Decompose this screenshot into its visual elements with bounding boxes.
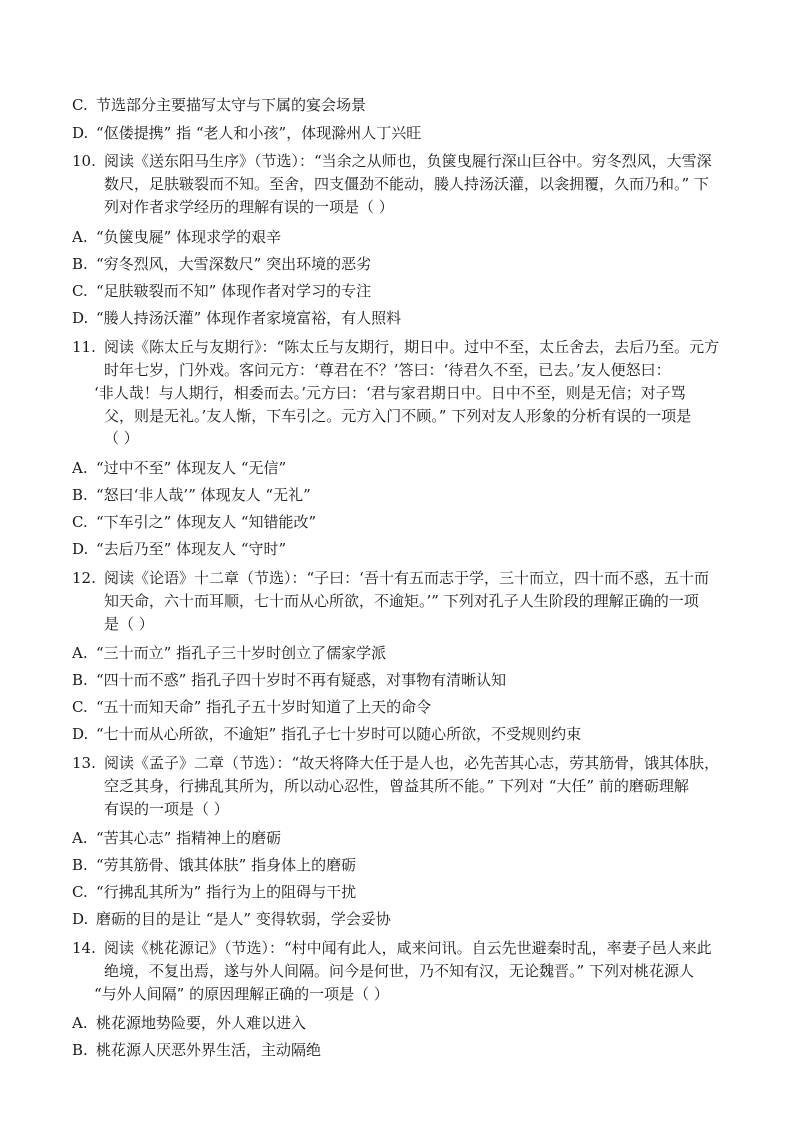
question-stem-line: 阅读《陈太丘与友期行》：“陈太丘与友期行，期日中。过中不至，太丘舍去，去后乃至。元方 bbox=[104, 338, 720, 356]
question-stem-line: 阅读《桃花源记》（节选）：“村中闻有此人，咸来问讯。自云先世避秦时乱，率妻子邑人来此 bbox=[104, 939, 712, 957]
option-label: C. bbox=[72, 883, 88, 901]
option-label: D. bbox=[72, 725, 89, 743]
question-stem-line: 阅读《送东阳马生序》（节选）：“当余之从师也，负箧曳屣行深山巨谷中。穷冬烈风，大雪深 bbox=[104, 152, 712, 170]
option-label: A. bbox=[72, 829, 88, 847]
option-label: D. bbox=[72, 309, 89, 327]
question-stem-line: 绝境，不复出焉，遂与外人间隔。问今是何世，乃不知有汉，无论魏晋。” 下列对桃花源人 bbox=[104, 962, 694, 980]
option-text: “怒曰‘非人哉’” 体现友人 “无礼” bbox=[96, 486, 311, 504]
option-label: B. bbox=[72, 486, 88, 504]
option-text: “三十而立” 指孔子三十岁时创立了儒家学派 bbox=[96, 644, 387, 662]
question-stem-line: 有误的一项是（ ） bbox=[104, 800, 229, 818]
option-text: “负箧曳屣” 体现求学的艰辛 bbox=[96, 228, 282, 246]
option-label: A. bbox=[72, 459, 88, 477]
question-stem-line: ‘非人哉！与人期行，相委而去。’元方曰：‘君与家君期日中。日中不至，则是无信；对子骂 bbox=[94, 384, 686, 402]
option-label: C. bbox=[72, 96, 88, 114]
option-text: “伛偻提携” 指 “老人和小孩”，体现滁州人丁兴旺 bbox=[96, 124, 422, 142]
option-label: D. bbox=[72, 910, 89, 928]
question-stem-line: 知天命，六十而耳顺，七十而从心所欲，不逾矩。’” 下列对孔子人生阶段的理解正确的一项 bbox=[104, 592, 699, 610]
question-stem-line: 阅读《论语》十二章（节选）：“子曰：‘吾十有五而志于学，三十而立，四十而不惑，五十而 bbox=[104, 569, 709, 587]
option-label: C. bbox=[72, 513, 88, 531]
option-text: “媵人持汤沃灌” 体现作者家境富裕，有人照料 bbox=[96, 309, 402, 327]
option-label: A. bbox=[72, 228, 88, 246]
option-text: “下车引之” 体现友人 “知错能改” bbox=[96, 513, 317, 531]
question-stem-line: 阅读《孟子》二章（节选）：“故天将降大任于是人也，必先苦其心志，劳其筋骨，饿其体肤， bbox=[104, 754, 720, 772]
option-text: “去后乃至” 体现友人 “守时” bbox=[96, 540, 287, 558]
question-number: 13. bbox=[72, 754, 96, 772]
option-text: “足肤皲裂而不知” 体现作者对学习的专注 bbox=[96, 282, 372, 300]
question-stem-line: 列对作者求学经历的理解有误的一项是（ ） bbox=[104, 198, 394, 216]
option-label: B. bbox=[72, 856, 88, 874]
option-text: 磨砺的目的是让 “是人” 变得软弱，学会妥协 bbox=[96, 910, 391, 928]
question-stem-line: “与外人间隔” 的原因理解正确的一项是（ ） bbox=[94, 985, 389, 1003]
question-stem-line: 父，则是无礼。’友人惭，下车引之。元方入门不顾。” 下列对友人形象的分析有误的一项是 bbox=[104, 407, 692, 425]
option-text: “四十而不惑” 指孔子四十岁时不再有疑惑，对事物有清晰认知 bbox=[96, 671, 507, 689]
option-text: “七十而从心所欲，不逾矩” 指孔子七十岁时可以随心所欲，不受规则约束 bbox=[96, 725, 582, 743]
option-text: 节选部分主要描写太守与下属的宴会场景 bbox=[96, 96, 367, 114]
question-stem-line: （ ） bbox=[104, 429, 139, 447]
option-text: “穷冬烈风，大雪深数尺” 突出环境的恶劣 bbox=[96, 255, 372, 273]
question-stem-line: 数尺，足肤皲裂而不知。至舍，四支僵劲不能动，媵人持汤沃灌，以衾拥覆，久而乃和。” 下 bbox=[104, 175, 709, 193]
question-stem-line: 空乏其身，行拂乱其所为，所以动心忍性，曾益其所不能。” 下列对 “大任” 前的磨砺理解 bbox=[104, 777, 689, 795]
question-stem-line: 时年七岁，门外戏。客问元方：‘尊君在不？’答曰：‘待君久不至，已去。’友人便怒曰： bbox=[104, 361, 671, 379]
option-text: “苦其心志” 指精神上的磨砺 bbox=[96, 829, 282, 847]
option-text: “过中不至” 体现友人 “无信” bbox=[96, 459, 287, 477]
question-number: 14. bbox=[72, 939, 96, 957]
question-number: 10. bbox=[72, 152, 96, 170]
option-label: C. bbox=[72, 698, 88, 716]
option-label: B. bbox=[72, 671, 88, 689]
option-label: C. bbox=[72, 282, 88, 300]
option-label: A. bbox=[72, 1014, 88, 1032]
option-text: 桃花源人厌恶外界生活，主动隔绝 bbox=[96, 1041, 322, 1059]
option-text: “行拂乱其所为” 指行为上的阻碍与干扰 bbox=[96, 883, 357, 901]
option-text: 桃花源地势险要，外人难以进入 bbox=[96, 1014, 307, 1032]
option-label: A. bbox=[72, 644, 88, 662]
option-text: “劳其筋骨、饿其体肤” 指身体上的磨砺 bbox=[96, 856, 357, 874]
option-label: D. bbox=[72, 540, 89, 558]
option-label: B. bbox=[72, 255, 88, 273]
option-label: B. bbox=[72, 1041, 88, 1059]
option-text: “五十而知天命” 指孔子五十岁时知道了上天的命令 bbox=[96, 698, 432, 716]
question-number: 12. bbox=[72, 569, 96, 587]
question-number: 11. bbox=[72, 338, 96, 356]
option-label: D. bbox=[72, 124, 89, 142]
question-stem-line: 是（ ） bbox=[104, 615, 154, 633]
